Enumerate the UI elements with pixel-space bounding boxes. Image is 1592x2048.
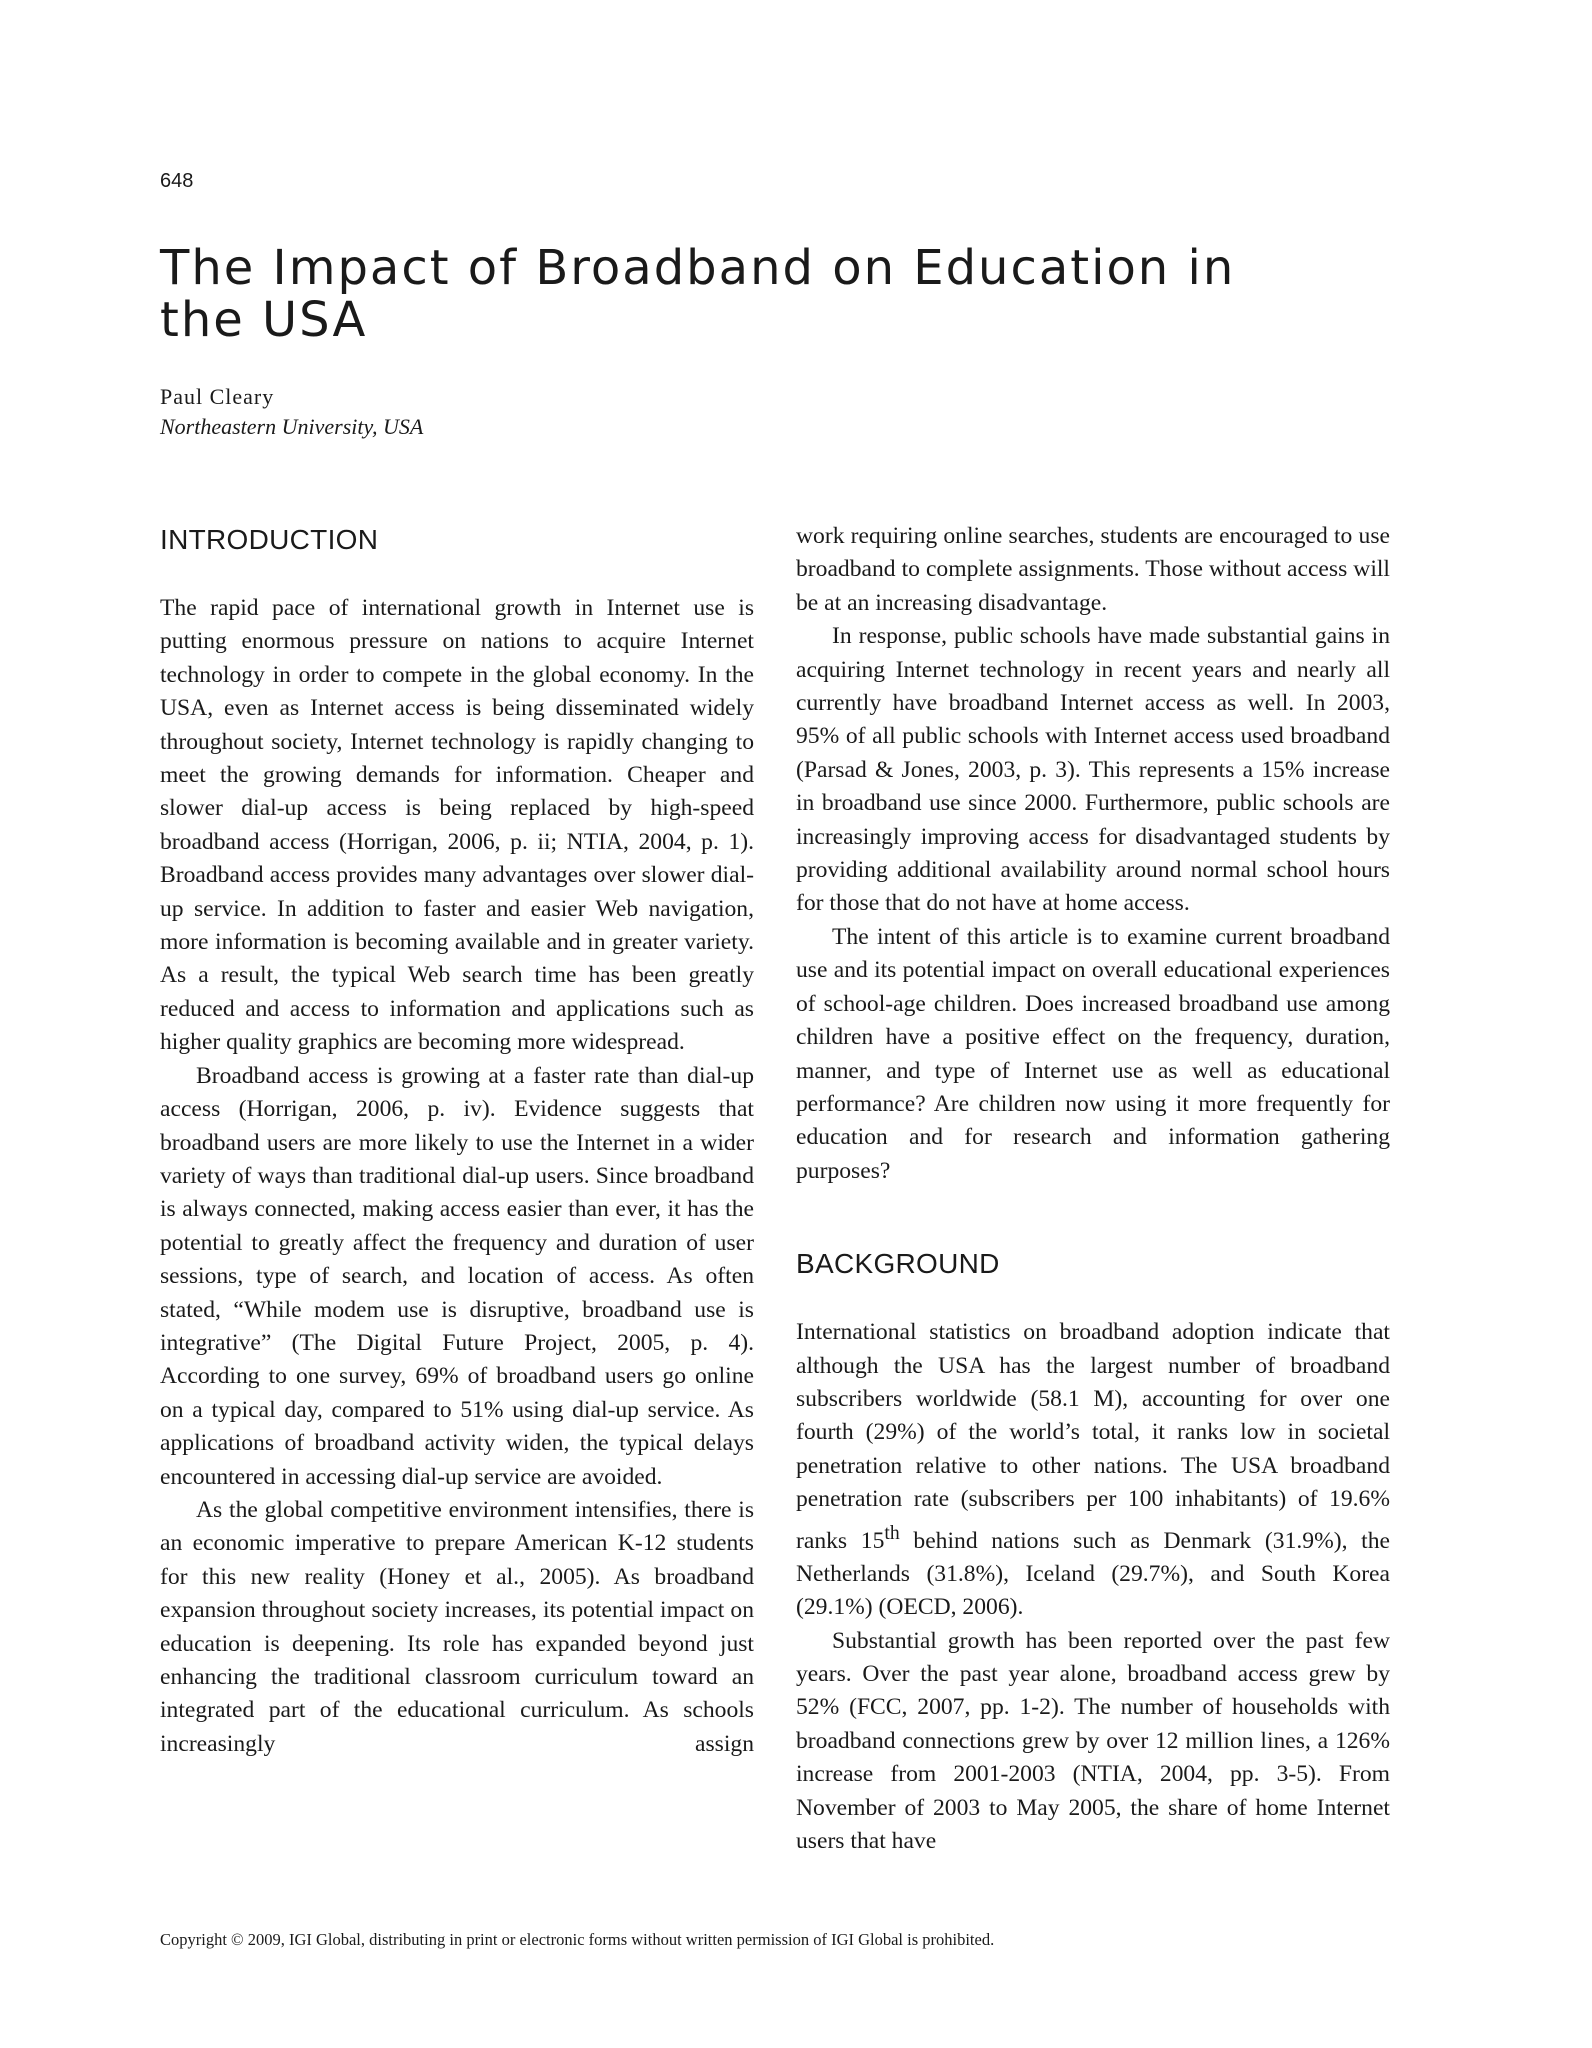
introduction-paragraph-5: The intent of this article is to examine current broadband use and its potential impact on overall educational experiences of school-age children. Does increased broadband use among children have a positive effect on the frequency, duration, manner, and type of Internet use as well as educational performance? Are children now using it more frequently for education and for research and information gathering purposes? <box>796 923 1390 1184</box>
introduction-paragraph-2: Broadband access is growing at a faster rate than dial-up access (Horrigan, 2006, p. iv). Evidence suggests that broadband users are more likely to use the Internet in a wider variety of ways than traditional dial-up users. Since broadband is always connected, making access easier than ever, it has the potential to greatly affect the frequency and duration of user sessions, type of search, and location of access. As often stated, “While modem use is disruptive, broadband use is integrative” (The Digital Future Project, 2005, p. 4). According to one survey, 69% of broadband users go online on a typical day, compared to 51% using dial-up service. As applications of broadband activity widen, the typical delays encountered in accessing dial-up service are avoided. <box>160 1062 754 1490</box>
introduction-paragraph-3-start: As the global competitive environment intensifies, there is an economic imperative to prepare American K-12 students for this new reality (Honey et al., 2005). As broadband expansion throughout society increases, its potential impact on education is deepening. Its role has expanded beyond just enhancing the traditional classroom curriculum toward an integrated part of the educational curriculum. As schools increasingly assign <box>160 1496 754 1757</box>
introduction-paragraph-3-end: work requiring online searches, students are encouraged to use broadband to complete assignments. Those without access will be at an increasing disadvantage. <box>796 523 1390 616</box>
introduction-paragraph-4: In response, public schools have made substantial gains in acquiring Internet technology in recent years and nearly all currently have broadband Internet access as well. In 2003, 95% of all public schools with Internet access used broadband (Parsad & Jones, 2003, p. 3). This represents a 15% increase in broadband use since 2000. Furthermore, public schools are increasingly improving access for disadvantaged students by providing additional availability around normal school hours for those that do not have at home access. <box>796 623 1390 917</box>
article-title: The Impact of Broadband on Education in the USA <box>160 240 1236 348</box>
author-block <box>160 382 423 442</box>
left-column <box>160 520 754 1761</box>
background-paragraph-1-text: International statistics on broadband adoption indicate that although the USA has the largest number of broadband subscribers worldwide (58.1 M), accounting for over one fourth (29%) of the world’s total, it ranks low in societal penetration relative to other nations. The USA broadband penetration rate (subscribers per 100 inhabitants) of 19.6% ranks 15 <box>796 1319 1390 1554</box>
copyright-footer: Copyright © 2009, IGI Global, distributing in print or electronic forms without written permission of IGI Global is prohibited. <box>160 1930 995 1949</box>
background-paragraph-1-text-cont: behind nations such as Denmark (31.9%), the Netherlands (31.8%), Iceland (29.7%), and South Korea (29.1%) (OECD, 2006). <box>796 1527 1390 1621</box>
ordinal-suffix: th <box>884 1521 900 1544</box>
background-paragraph-2: Substantial growth has been reported over the past few years. Over the past year alone, broadband access grew by 52% (FCC, 2007, pp. 1-2). The number of households with broadband connections grew by over 12 million lines, a 126% increase from 2001-2003 (NTIA, 2004, pp. 3-5). From November of 2003 to May 2005, the share of home Internet users that have <box>796 1627 1390 1855</box>
right-column <box>796 520 1390 1858</box>
author-affiliation: Northeastern University, USA <box>160 414 424 439</box>
introduction-paragraph-1: The rapid pace of international growth in Internet use is putting enormous pressure on nations to acquire Internet technology in order to compete in the global economy. In the USA, even as Internet access is being disseminated widely throughout society, Internet technology is rapidly changing to meet the growing demands for information. Cheaper and slower dial-up access is being replaced by high-speed broadband access (Horrigan, 2006, p. ii; NTIA, 2004, p. 1). Broadband access provides many advantages over slower dial-up service. In addition to faster and easier Web navigation, more information is becoming available and in greater variety. As a result, the typical Web search time has been greatly reduced and access to information and applications such as higher quality graphics are becoming more widespread. <box>160 595 754 1056</box>
page-number: 648 <box>160 170 194 192</box>
author-name: Paul Cleary <box>160 384 275 409</box>
introduction-heading: INTRODUCTION <box>160 524 379 555</box>
background-paragraph-1 <box>796 1316 1390 1625</box>
background-heading: BACKGROUND <box>796 1248 1000 1280</box>
